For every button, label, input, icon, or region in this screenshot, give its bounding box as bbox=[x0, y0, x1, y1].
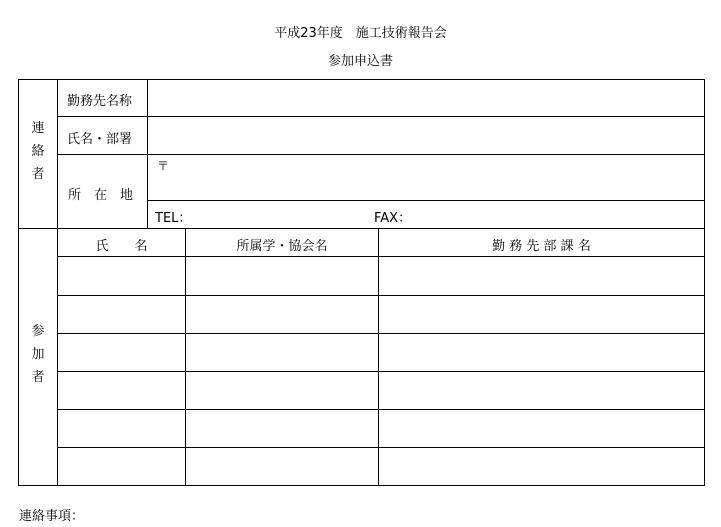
participant-department-field[interactable] bbox=[381, 298, 702, 331]
participant-association-field[interactable] bbox=[188, 450, 376, 483]
postal-mark: 〒 bbox=[157, 159, 170, 173]
participant-association-field[interactable] bbox=[188, 298, 376, 331]
participant-department-field[interactable] bbox=[381, 450, 702, 483]
participant-association-field[interactable] bbox=[188, 259, 376, 293]
participant-department-field[interactable] bbox=[381, 374, 702, 407]
workplace-label: 勤務先名称 bbox=[67, 94, 133, 109]
participant-department-field[interactable] bbox=[381, 412, 702, 445]
workplace-field[interactable] bbox=[150, 82, 702, 114]
tel-field[interactable] bbox=[200, 203, 368, 226]
fax-label: FAX： bbox=[374, 211, 412, 226]
form-subtitle: 参加申込書 bbox=[327, 54, 393, 69]
address-label: 所 在 地 bbox=[68, 188, 134, 203]
participant-name-field[interactable] bbox=[60, 259, 183, 293]
participant-association-field[interactable] bbox=[188, 374, 376, 407]
participant-name-field[interactable] bbox=[60, 450, 183, 483]
notes-field[interactable] bbox=[92, 503, 702, 523]
name-dept-label: 氏名・部署 bbox=[67, 132, 133, 147]
contact-section-label: 連 絡 者 bbox=[31, 121, 45, 182]
column-header-name: 氏 名 bbox=[95, 239, 148, 254]
form-title: 平成23年度 施工技術報告会 bbox=[274, 26, 447, 41]
participants-section-label: 参 加 者 bbox=[31, 324, 45, 385]
notes-label: 連絡事項： bbox=[19, 509, 85, 524]
participant-department-field[interactable] bbox=[381, 259, 702, 293]
address-field[interactable] bbox=[172, 157, 702, 198]
participant-association-field[interactable] bbox=[188, 336, 376, 369]
column-header-association: 所属学・協会名 bbox=[236, 239, 328, 254]
participant-name-field[interactable] bbox=[60, 298, 183, 331]
name-dept-field[interactable] bbox=[150, 119, 702, 152]
participant-name-field[interactable] bbox=[60, 336, 183, 369]
participant-association-field[interactable] bbox=[188, 412, 376, 445]
participant-name-field[interactable] bbox=[60, 412, 183, 445]
tel-label: TEL： bbox=[155, 211, 192, 226]
participant-department-field[interactable] bbox=[381, 336, 702, 369]
participant-name-field[interactable] bbox=[60, 374, 183, 407]
fax-field[interactable] bbox=[418, 203, 702, 226]
column-header-department: 勤 務 先 部 課 名 bbox=[492, 239, 591, 254]
